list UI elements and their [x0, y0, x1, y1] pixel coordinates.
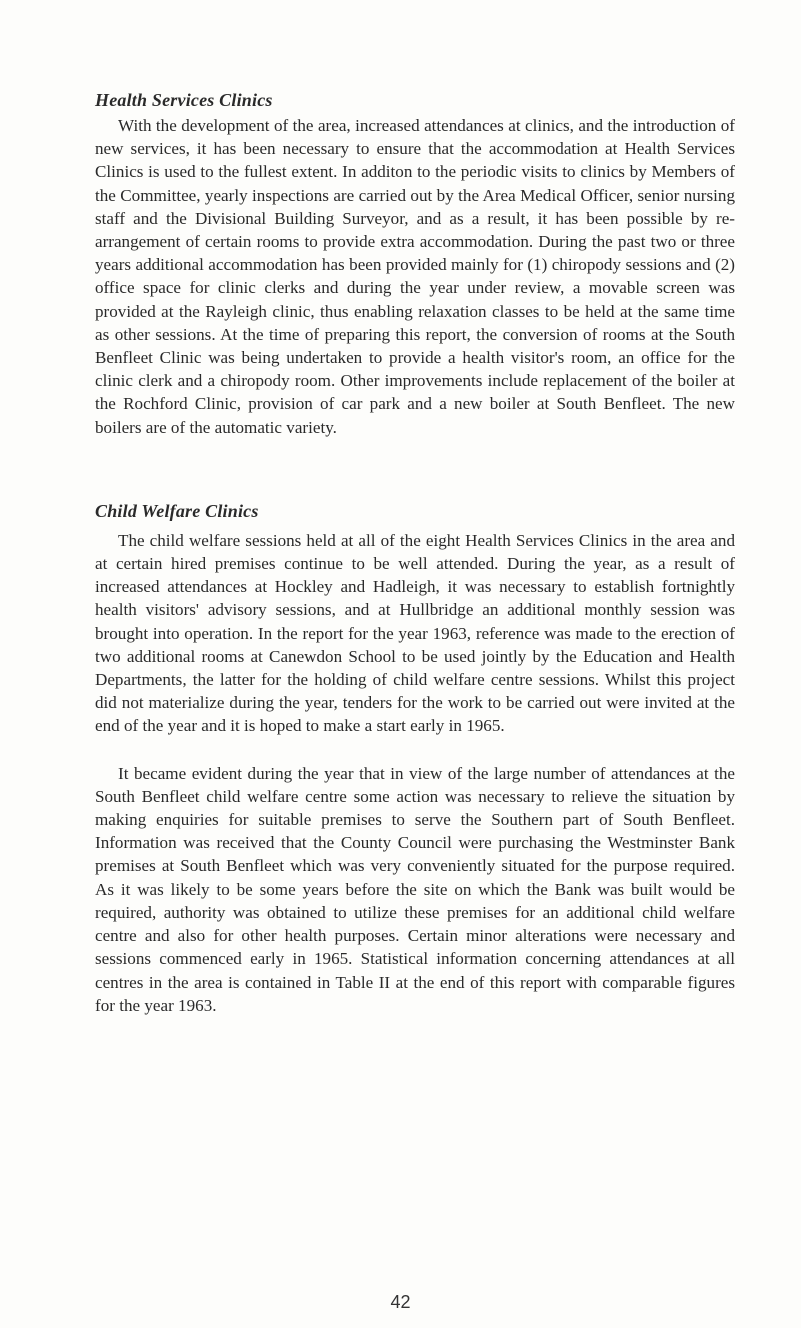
section-heading-child-welfare-clinics: Child Welfare Clinics — [95, 500, 259, 521]
document-page — [95, 88, 735, 1017]
paragraph-health-services: With the development of the area, increased attendances at clinics, and the introduction of new services, it has been necessary to ensure that the accommodation at Health Services Clinics is used to the fullest extent. In additon to the periodic visits to clinics by Members of the Committee, yearly inspections are carried out by the Area Medical Officer, senior nursing staff and the Divisional Building Surveyor, and as a result, it has been possible by re-arrangement of certain rooms to provide extra accommodation. During the past two or three years additional accommodation has been provided mainly for (1) chiropody sessions and (2) office space for clinic clerks and during the year under review, a movable screen was provided at the Rayleigh clinic, thus enabling relaxation classes to be held at the same time as other sessions. At the time of preparing this report, the conversion of rooms at the South Benfleet Clinic was being undertaken to provide a health visitor's room, an office for the clinic clerk and a chiropody room. Other improvements include replacement of the boiler at the Rochford Clinic, provision of car park and a new boiler at South Benfleet. The new boilers are of the automatic variety. — [95, 116, 735, 437]
paragraph-child-welfare-2: It became evident during the year that in view of the large number of attendances at the South Benfleet child welfare centre some action was necessary to relieve the situation by making enquiries for suitable premises to serve the Southern part of South Benfleet. Information was received that the County Council were purchasing the Westminster Bank premises at South Benfleet which was very conveniently situated for the purpose required. As it was likely to be some years before the site on which the Bank was built would be required, authority was obtained to utilize these premises for an additional child welfare centre and also for other health purposes. Certain minor alterations were necessary and sessions commenced early in 1965. Statistical information concerning attendances at all centres in the area is contained in Table II at the end of this report with comparable figures for the year 1963. — [95, 763, 735, 1015]
section-heading-health-services-clinics: Health Services Clinics — [95, 90, 273, 110]
page-number: 42 — [390, 1292, 411, 1312]
paragraph-child-welfare-1: The child welfare sessions held at all of the eight Health Services Clinics in the area and at certain hired premises continue to be well attended. During the year, as a result of increased attendances at Hockley and Hadleigh, it was necessary to establish fortnightly health visitors' advisory sessions, and at Hullbridge an additional monthly session was brought into operation. In the report for the year 1963, reference was made to the erection of two additional rooms at Canewdon School to be used jointly by the Education and Health Departments, the latter for the holding of child welfare centre sessions. Whilst this project did not materialize during the year, tenders for the work to be carried out were invited at the end of the year and it is hoped to make a start early in 1965. — [95, 530, 735, 736]
